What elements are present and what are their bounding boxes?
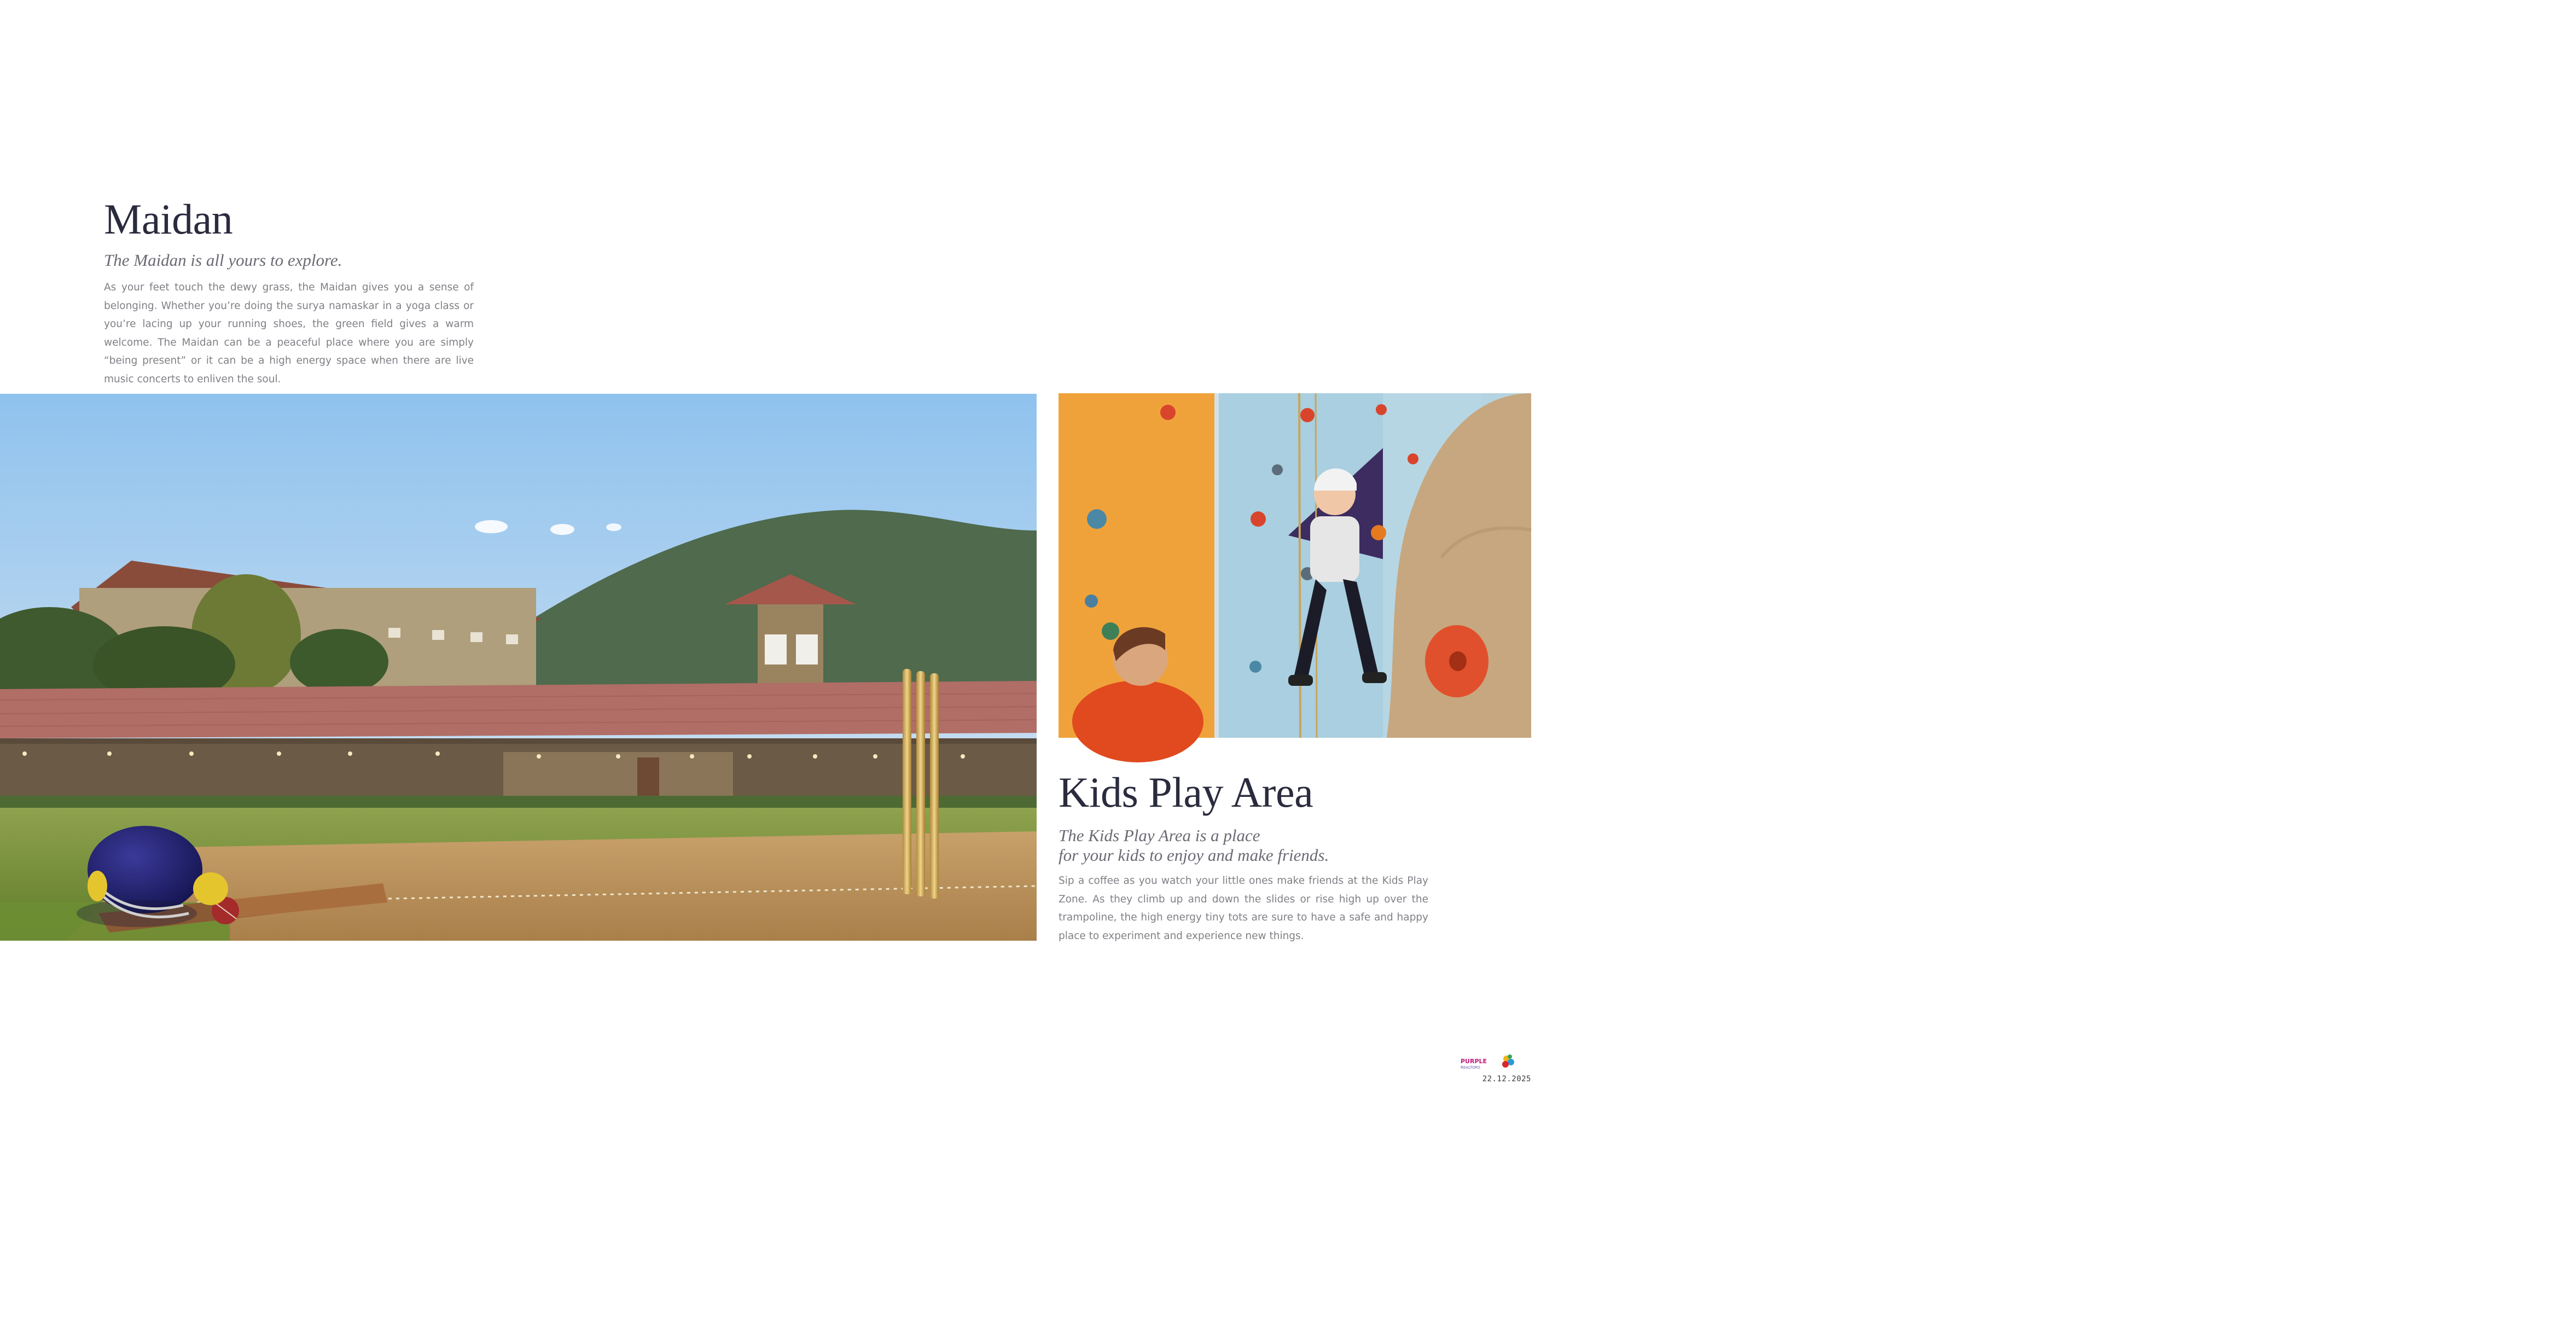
maidan-cricket-ground-image — [0, 394, 1037, 1329]
kids-photo-caption: Stock Image — [2568, 1081, 2576, 1122]
kids-play-area-tagline — [1059, 826, 1409, 865]
maidan-description: As your feet touch the dewy grass, the Maidan gives you a sense of belonging. Whether you’re doing the surya namaskar in a yoga class or you’re lacing up your running shoes, the green field gives a warm welcome. The Maidan can be a peaceful place where you are simply “being present” or it can be a high energy space when there are live music concerts to enliven the soul. — [104, 282, 474, 385]
maidan-photo-caption: Artist's impression — [16, 1268, 24, 1329]
kids-tagline-line-1: The Kids Play Area is a place — [1059, 826, 1260, 845]
svg-text:REALTORS: REALTORS — [1461, 1065, 1481, 1070]
kids-play-area-title: Kids Play Area — [1059, 768, 1313, 816]
maidan-title: Maidan — [104, 195, 233, 243]
kids-tagline-line-2: for your kids to enjoy and make friends. — [1059, 846, 1329, 865]
svg-text:PURPLE: PURPLE — [1461, 1058, 1487, 1065]
maidan-tagline: The Maidan is all yours to explore. — [104, 250, 342, 270]
kids-play-area-description: Sip a coffee as you watch your little ones make friends at the Kids Play Zone. As they climb up and down the slides or rise high up over the trampoline, the high energy tiny tots are sure to have a safe and happy place to experiment and experience new things. — [1059, 875, 1428, 942]
date-stamp: 22.12.2025 — [1482, 1075, 1531, 1083]
purple-realtors-logo — [1459, 1053, 1516, 1071]
